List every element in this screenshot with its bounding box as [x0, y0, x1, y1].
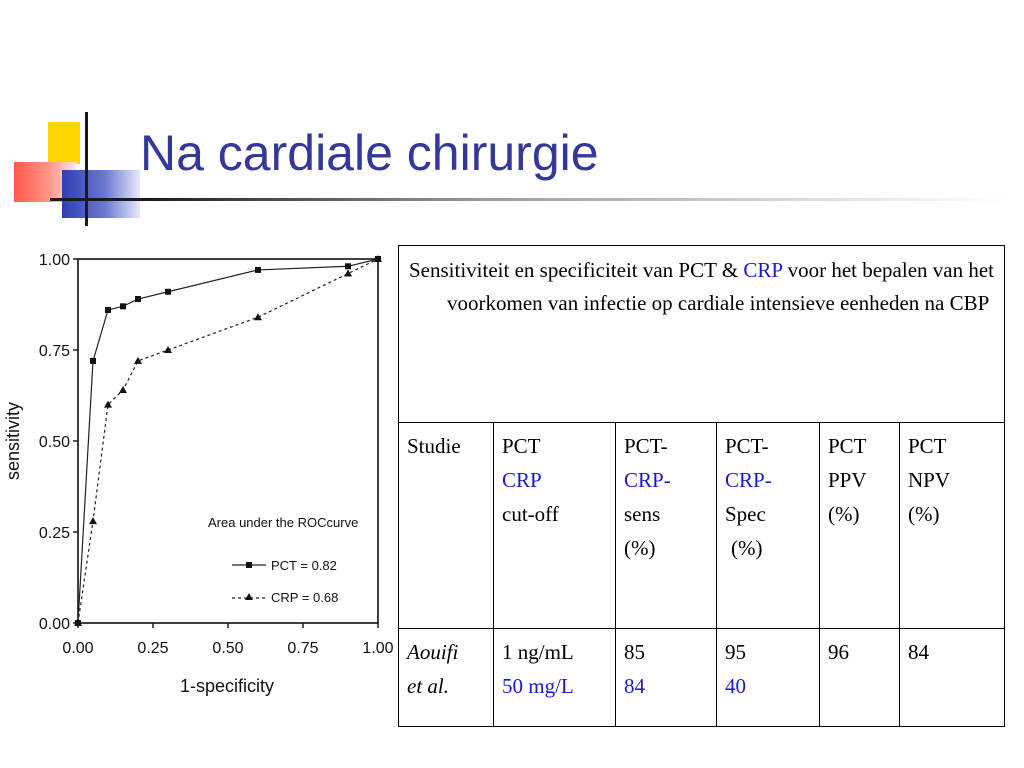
header-npv	[900, 423, 1005, 629]
header-ppv	[820, 423, 900, 629]
y-tick-label: 0.50	[38, 434, 70, 451]
cell-line: 40	[725, 674, 746, 699]
cell-line: 50 mg/L	[502, 674, 574, 699]
header-line: CRP-	[725, 468, 772, 493]
header-line: PCT-	[624, 434, 668, 458]
slide-title: Na cardiale chirurgie	[140, 125, 599, 181]
crp-point	[344, 270, 352, 277]
pct-point	[105, 307, 111, 313]
header-line: PCT-	[725, 434, 769, 458]
header-sens	[616, 423, 717, 629]
header-line: PCT	[502, 434, 541, 458]
y-axis-title: sensitivity	[3, 401, 23, 481]
x-tick-label: 1.00	[362, 640, 394, 657]
crp-point	[254, 313, 262, 320]
deco-yellow-square	[48, 122, 80, 164]
pct-point	[345, 263, 351, 269]
legend-marker-crp	[245, 593, 253, 600]
title-underline	[50, 198, 1010, 201]
x-tick-label: 0.50	[212, 640, 244, 657]
deco-blue-square	[62, 170, 140, 218]
header-line: PCT	[828, 434, 867, 458]
legend-marker-pct	[246, 562, 252, 568]
pct-point	[90, 358, 96, 364]
cell-line: 85	[624, 640, 645, 664]
header-studie	[399, 423, 494, 629]
y-tick-label: 0.75	[38, 343, 70, 360]
cell-npv: 84	[900, 629, 1005, 727]
legend-title: Area under the ROCcurve	[208, 515, 359, 530]
pct-point	[255, 267, 261, 273]
cell-cutoff	[494, 629, 616, 727]
cell-line: 84	[624, 674, 645, 699]
legend-label-pct: PCT = 0.82	[271, 558, 337, 573]
header-line: (%)	[624, 536, 656, 561]
cell-line: et al.	[407, 674, 449, 699]
x-axis-title: 1-specificity	[179, 676, 275, 696]
pct-point	[165, 289, 171, 295]
y-tick-label: 0.00	[38, 616, 70, 633]
pct-point	[135, 296, 141, 302]
header-line: Studie	[407, 434, 461, 458]
table-caption	[399, 246, 1005, 423]
y-tick-label: 0.25	[38, 525, 70, 542]
cell-sens	[616, 629, 717, 727]
header-line: (%)	[828, 502, 860, 527]
x-tick-label: 0.75	[287, 640, 319, 657]
chart-plot-layer	[39, 252, 394, 657]
results-table	[398, 245, 1005, 727]
cell-line: Aouifi	[407, 640, 459, 664]
header-line: PCT	[908, 434, 947, 458]
table-row	[399, 629, 1005, 727]
caption-row	[399, 246, 1005, 423]
header-row	[399, 423, 1005, 629]
crp-point	[89, 517, 97, 524]
header-line: (%)	[908, 502, 940, 527]
cell-ppv: 96	[820, 629, 900, 727]
legend-label-crp: CRP = 0.68	[271, 590, 339, 605]
deco-vertical-line	[85, 112, 88, 226]
header-spec	[717, 423, 820, 629]
x-tick-label: 0.25	[137, 640, 169, 657]
header-line: cut-off	[502, 502, 559, 527]
caption-text-1: Sensitiviteit en specificiteit van PCT &	[409, 258, 739, 282]
caption-text-2: voor het bepalen van het voorkomen van infectie op cardiale intensieve eenheden na CBP	[447, 258, 994, 316]
header-line: (%)	[731, 536, 763, 561]
header-line: CRP-	[624, 468, 671, 493]
roc-chart	[0, 240, 400, 710]
x-tick-label: 0.00	[62, 640, 94, 657]
header-line: NPV	[908, 468, 951, 493]
header-line: sens	[624, 502, 661, 527]
cell-study	[399, 629, 494, 727]
header-line: PPV	[828, 468, 867, 493]
header-line: CRP	[502, 468, 542, 493]
crp-point	[119, 386, 127, 393]
y-tick-label: 1.00	[38, 252, 70, 269]
header-line: Spec	[725, 502, 766, 527]
cell-spec	[717, 629, 820, 727]
cell-line: 95	[725, 640, 746, 664]
cell-line: 1 ng/mL	[502, 640, 574, 664]
header-cutoff	[494, 423, 616, 629]
pct-point	[120, 303, 126, 309]
caption-crp: CRP	[743, 258, 783, 282]
